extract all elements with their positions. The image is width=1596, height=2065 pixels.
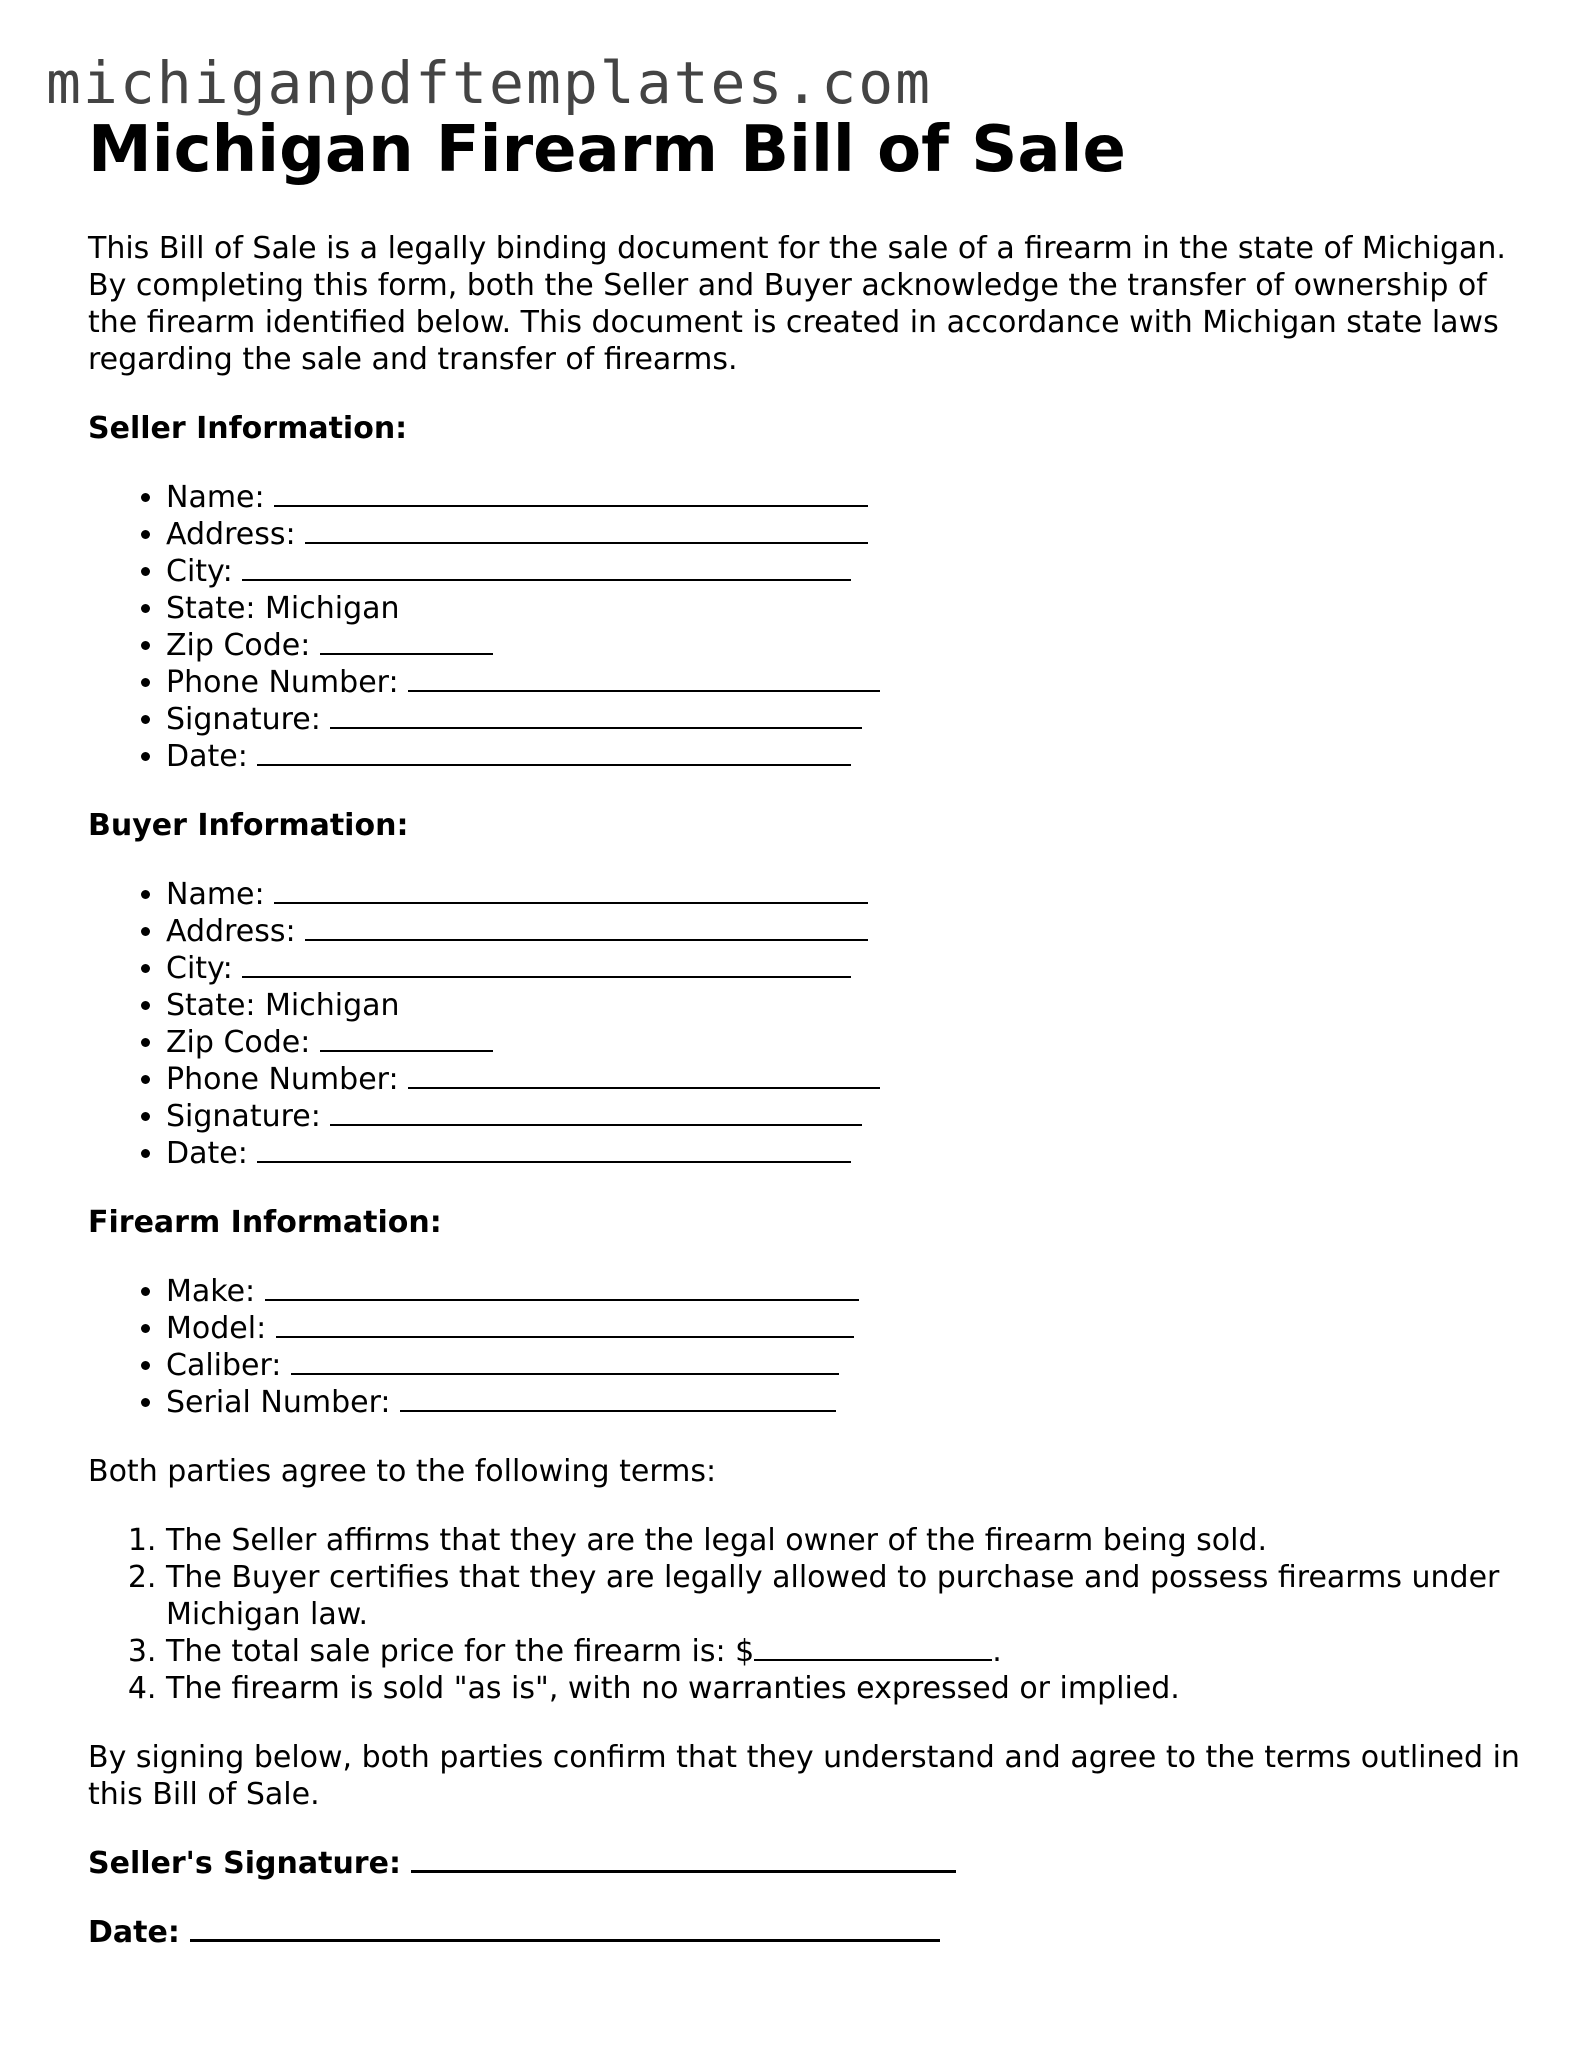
buyer-zip-label: Zip Code: [166, 1025, 311, 1060]
seller-section-heading: Seller Information: [88, 411, 408, 446]
seller-address-field[interactable] [305, 518, 868, 544]
seller-state-item [166, 590, 1528, 627]
term-item-3-text: The total sale price for the firearm is: $ [166, 1634, 755, 1669]
buyer-section-heading: Buyer Information: [88, 808, 409, 843]
seller-signature-field[interactable] [330, 703, 862, 729]
document-title: Michigan Firearm Bill of Sale [88, 113, 1126, 187]
firearm-model-item [166, 1310, 1528, 1347]
seller-zip-label: Zip Code: [166, 628, 311, 663]
buyer-phone-label: Phone Number: [166, 1062, 399, 1097]
firearm-serial-field[interactable] [400, 1386, 836, 1412]
final-seller-signature-line [88, 1845, 1528, 1882]
watermark: michiganpdftemplates.com [46, 49, 933, 117]
terms-list [88, 1522, 1528, 1707]
seller-date-field[interactable] [257, 740, 851, 766]
firearm-caliber-field[interactable] [291, 1349, 839, 1375]
buyer-info-list [88, 876, 1528, 1172]
closing-paragraph: By signing below, both parties confirm that they understand and agree to the terms outlined in this Bill of Sale. [88, 1740, 1520, 1812]
seller-signature-item [166, 701, 1528, 738]
seller-zip-item [166, 627, 1528, 664]
buyer-city-field[interactable] [242, 952, 851, 978]
buyer-address-item [166, 913, 1528, 950]
final-seller-signature-field[interactable] [411, 1846, 956, 1873]
firearm-caliber-item [166, 1347, 1528, 1384]
firearm-make-label: Make: [166, 1274, 256, 1309]
buyer-address-field[interactable] [305, 915, 868, 941]
buyer-signature-label: Signature: [166, 1099, 321, 1134]
seller-address-label: Address: [166, 517, 296, 552]
firearm-make-field[interactable] [265, 1275, 859, 1301]
buyer-zip-item [166, 1024, 1528, 1061]
seller-signature-label: Signature: [166, 702, 321, 737]
firearm-model-field[interactable] [276, 1312, 854, 1338]
buyer-name-label: Name: [166, 877, 265, 912]
seller-city-label: City: [166, 554, 233, 589]
buyer-phone-item [166, 1061, 1528, 1098]
term-item-2: 2. The Buyer certifies that they are legally allowed to purchase and possess firearms under Michigan law. [166, 1559, 1528, 1633]
intro-paragraph: This Bill of Sale is a legally binding document for the sale of a firearm in the state of Michigan. By completing this form, both the Seller and Buyer acknowledge the transfer of ownership of the firearm identified below. This document is created in accordance with Michigan state laws regarding the sale and transfer of firearms. [88, 231, 1506, 377]
firearm-section-heading: Firearm Information: [88, 1205, 442, 1240]
buyer-city-label: City: [166, 951, 233, 986]
seller-address-item [166, 516, 1528, 553]
final-seller-signature-label: Seller's Signature: [88, 1846, 401, 1881]
term-item-3 [166, 1633, 1528, 1670]
seller-zip-field[interactable] [320, 629, 493, 655]
terms-intro: Both parties agree to the following terms: [88, 1454, 717, 1489]
seller-phone-item [166, 664, 1528, 701]
seller-city-field[interactable] [242, 555, 851, 581]
firearm-serial-label: Serial Number: [166, 1385, 391, 1420]
firearm-model-label: Model: [166, 1311, 267, 1346]
buyer-phone-field[interactable] [408, 1063, 880, 1089]
final-date-field[interactable] [190, 1915, 940, 1942]
sale-price-field[interactable] [754, 1635, 992, 1661]
buyer-state-label: State: Michigan [166, 988, 400, 1023]
seller-date-item [166, 738, 1528, 775]
term-item-1: 1. The Seller affirms that they are the legal owner of the firearm being sold. [166, 1522, 1528, 1559]
seller-phone-label: Phone Number: [166, 665, 399, 700]
buyer-zip-field[interactable] [320, 1026, 493, 1052]
term-item-4: 4. The firearm is sold "as is", with no warranties expressed or implied. [166, 1670, 1528, 1707]
buyer-date-field[interactable] [257, 1137, 851, 1163]
seller-city-item [166, 553, 1528, 590]
buyer-date-label: Date: [166, 1136, 248, 1171]
seller-phone-field[interactable] [408, 666, 880, 692]
seller-name-label: Name: [166, 480, 265, 515]
seller-name-item [166, 479, 1528, 516]
seller-info-list [88, 479, 1528, 775]
buyer-state-item [166, 987, 1528, 1024]
firearm-caliber-label: Caliber: [166, 1348, 282, 1383]
final-date-line [88, 1914, 1528, 1951]
final-date-label: Date: [88, 1915, 180, 1950]
term-item-3-suffix: . [992, 1634, 1002, 1669]
firearm-serial-item [166, 1384, 1528, 1421]
buyer-city-item [166, 950, 1528, 987]
document-page [88, 110, 1528, 1951]
seller-date-label: Date: [166, 739, 248, 774]
buyer-name-field[interactable] [274, 878, 868, 904]
firearm-info-list [88, 1273, 1528, 1421]
buyer-date-item [166, 1135, 1528, 1172]
buyer-signature-field[interactable] [330, 1100, 862, 1126]
buyer-signature-item [166, 1098, 1528, 1135]
buyer-address-label: Address: [166, 914, 296, 949]
seller-name-field[interactable] [274, 481, 868, 507]
buyer-name-item [166, 876, 1528, 913]
seller-state-label: State: Michigan [166, 591, 400, 626]
firearm-make-item [166, 1273, 1528, 1310]
